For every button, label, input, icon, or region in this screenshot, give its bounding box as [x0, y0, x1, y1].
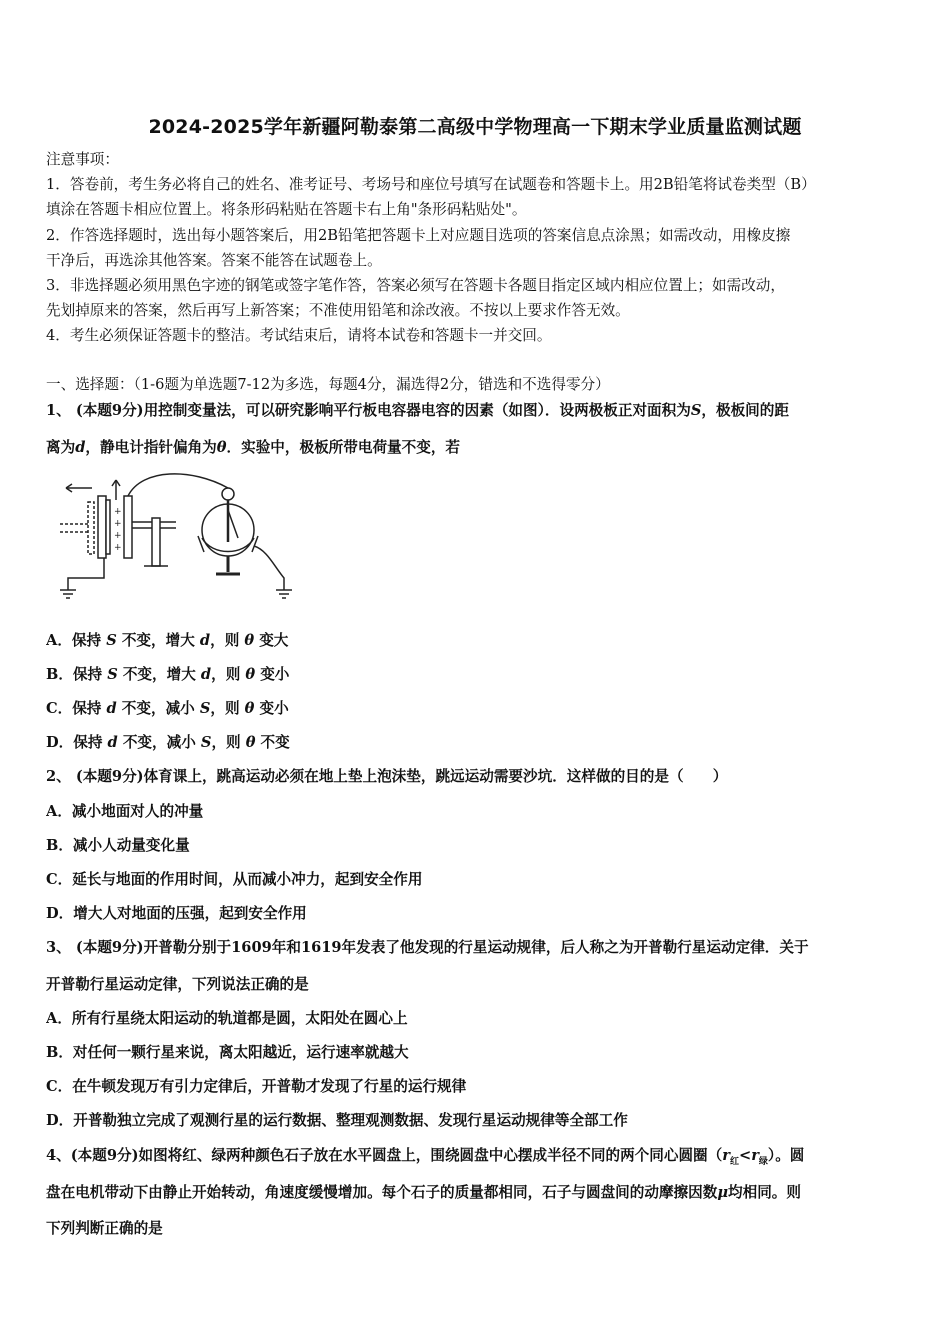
- q3-option-c: C．在牛顿发现万有引力定律后，开普勒才发现了行星的运行规律: [46, 1078, 467, 1095]
- svg-text:+: +: [114, 519, 122, 529]
- q3-option-a: A．所有行星绕太阳运动的轨道都是圆，太阳处在圆心上: [46, 1010, 408, 1027]
- q3-option-d: D．开普勒独立完成了观测行星的运行数据、整理观测数据、发现行星运动规律等全部工作: [46, 1112, 628, 1129]
- q2-option-b: B．减小人动量变化量: [46, 837, 190, 854]
- q1-stem-line2: 离为d，静电计指针偏角为θ．实验中，极板所带电荷量不变，若: [46, 439, 461, 456]
- q2-option-c: C．延长与地面的作用时间，从而减小冲力，起到安全作用: [46, 871, 423, 888]
- capacitor-electrometer-figure: [52, 466, 302, 606]
- notice-line: 填涂在答题卡相应位置上。将条形码粘贴在答题卡右上角"条形码粘贴处"。: [46, 201, 527, 218]
- notice-line: 4．考生必须保证答题卡的整洁。考试结束后，请将本试卷和答题卡一并交回。: [46, 327, 552, 344]
- notice-line: 3．非选择题必须用黑色字迹的钢笔或签字笔作答，答案必须写在答题卡各题目指定区域内相应位置上；如需改动，: [46, 277, 785, 294]
- q2-option-d: D．增大人对地面的压强，起到安全作用: [46, 905, 307, 922]
- q1-option-d: D．保持 d 不变，减小 S，则 θ 不变: [46, 734, 290, 751]
- q1-option-b: B．保持 S 不变，增大 d，则 θ 变小: [46, 666, 290, 683]
- notice-line: 2．作答选择题时，选出每小题答案后，用2B铅笔把答题卡上对应题目选项的答案信息点涂黑；如需改动，用橡皮擦: [46, 227, 791, 244]
- q3-option-b: B．对任何一颗行星来说，离太阳越近，运行速率就越大: [46, 1044, 409, 1061]
- svg-text:+: +: [114, 543, 122, 553]
- q3-stem-line1: 3、 (本题9分)开普勒分别于1609年和1619年发表了他发现的行星运动规律，后人称之为开普勒行星运动定律．关于: [46, 939, 809, 956]
- q2-option-a: A．减小地面对人的冲量: [46, 803, 204, 820]
- q2-stem: 2、 (本题9分)体育课上，跳高运动必须在地上垫上泡沫垫，跳远运动需要沙坑．这样做的目的是（ ）: [46, 768, 728, 785]
- q3-stem-line2: 开普勒行星运动定律，下列说法正确的是: [46, 976, 309, 993]
- notice-line: 先划掉原来的答案，然后再写上新答案；不准使用铅笔和涂改液。不按以上要求作答无效。: [46, 302, 630, 319]
- q4-stem-line3: 下列判断正确的是: [46, 1220, 163, 1237]
- q1-stem-line1: 1、 (本题9分)用控制变量法，可以研究影响平行板电容器电容的因素（如图）．设两极板正对面积为S，极板间的距: [46, 402, 789, 419]
- q4-stem-line2: 盘在电机带动下由静止开始转动，角速度缓慢增加。每个石子的质量都相同，石子与圆盘间的动摩擦因数μ均相同。则: [46, 1184, 801, 1201]
- notice-line: 1．答卷前，考生务必将自己的姓名、准考证号、考场号和座位号填写在试题卷和答题卡上。用2B铅笔将试卷类型（B）: [46, 176, 816, 193]
- q1-option-c: C．保持 d 不变，减小 S，则 θ 变小: [46, 700, 289, 717]
- notice-heading: 注意事项：: [46, 151, 119, 168]
- page-title: 2024-2025学年新疆阿勒泰第二高级中学物理高一下期末学业质量监测试题: [148, 116, 802, 138]
- notice-line: 干净后，再选涂其他答案。答案不能答在试题卷上。: [46, 252, 382, 269]
- svg-text:+: +: [114, 507, 122, 517]
- q4-stem-line1: 4、(本题9分)如图将红、绿两种颜色石子放在水平圆盘上，围绕圆盘中心摆成半径不同的两个同心圆圈$(r_红<r_绿)$。圆: [46, 1147, 805, 1167]
- section-heading: 一、选择题：（1-6题为单选题7-12为多选，每题4分，漏选得2分，错选和不选得零分）: [46, 376, 610, 393]
- q1-option-a: A．保持 S 不变，增大 d，则 θ 变大: [46, 632, 289, 649]
- svg-text:+: +: [114, 531, 122, 541]
